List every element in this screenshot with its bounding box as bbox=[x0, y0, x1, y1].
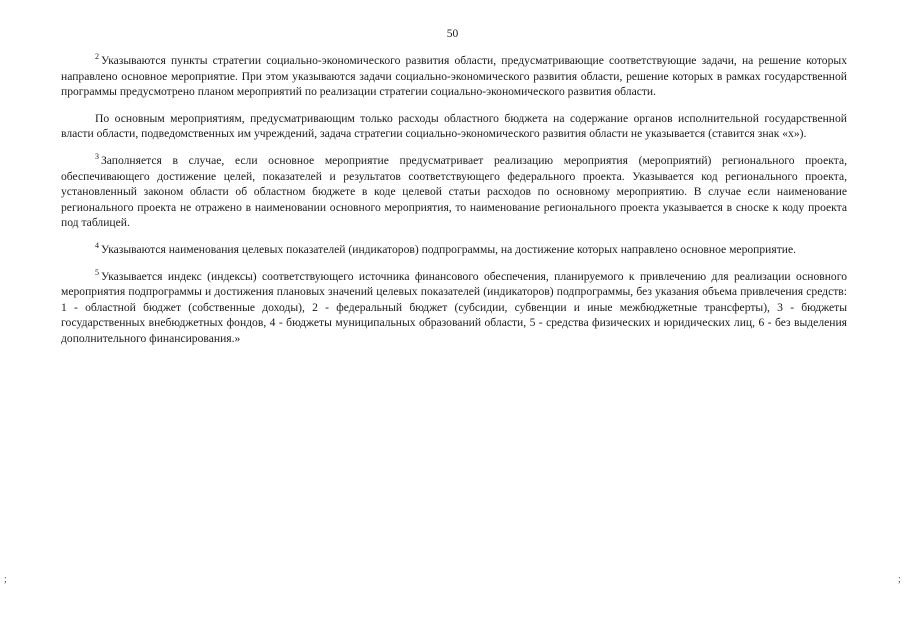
footnote-marker: 3 bbox=[95, 152, 99, 162]
footnote-text: Указывается индекс (индексы) соответствующего источника финансового обеспечения, планируемого к привлечению для реализации основного мероприятия подпрограммы и достижения плановых значений целевых показателей (индикаторов) подпрограммы, без указания объема привлечения средств: 1 - областной бюджет (собственные доходы), 2 - федеральный бюджет (субсидии, субвенции и иные межбюджетные трансферты), 3 - бюджеты государственных внебюджетных фондов, 4 - бюджеты муниципальных образований области, 5 - средства физических и юридических лиц, 6 - без выделения дополнительного финансирования.» bbox=[61, 269, 847, 345]
footnote-marker: 2 bbox=[95, 52, 99, 62]
footnote-5 bbox=[61, 269, 847, 347]
footnote-2-continuation bbox=[61, 111, 847, 142]
footnote-text: Указываются пункты стратегии социально-экономического развития области, предусматривающие соответствующие задачи, на решение которых направлено основное мероприятие. При этом указываются задачи социально-экономического развития области, решение которых в рамках государственной программы предусмотрено планом мероприятий по реализации стратегии социально-экономического развития области. bbox=[61, 54, 847, 99]
footnote-text: Заполняется в случае, если основное мероприятие предусматривает реализацию мероприятия (мероприятий) регионального проекта, обеспечивающего достижение целей, показателей и результатов соответствующего федерального проекта. Указывается код регионального проекта, установленный законом области об областном бюджете в коде целевой статьи расходов по основному мероприятию. В случае если наименование регионального проекта не отражено в наименовании основного мероприятия, то наименование регионального проекта указывается в сноске к коду проекта под таблицей. bbox=[61, 153, 847, 230]
right-margin-mark: ; bbox=[898, 574, 901, 585]
footnote-2 bbox=[61, 53, 847, 100]
footnotes-body bbox=[61, 53, 847, 358]
footnote-text: Указываются наименования целевых показателей (индикаторов) подпрограммы, на достижение которых направлено основное мероприятие. bbox=[101, 242, 797, 256]
footnote-3 bbox=[61, 153, 847, 231]
footnote-marker: 5 bbox=[95, 267, 99, 277]
left-margin-mark: ; bbox=[4, 574, 7, 585]
footnote-text: По основным мероприятиям, предусматривающим только расходы областного бюджета на содержание органов исполнительной государственной власти области, подведомственных им учреждений, задача стратегии социально-экономического развития области не указывается (ставится знак «х»). bbox=[61, 111, 847, 141]
page-number: 50 bbox=[446, 28, 459, 40]
footnote-4 bbox=[61, 242, 847, 258]
footnote-marker: 4 bbox=[95, 241, 99, 251]
